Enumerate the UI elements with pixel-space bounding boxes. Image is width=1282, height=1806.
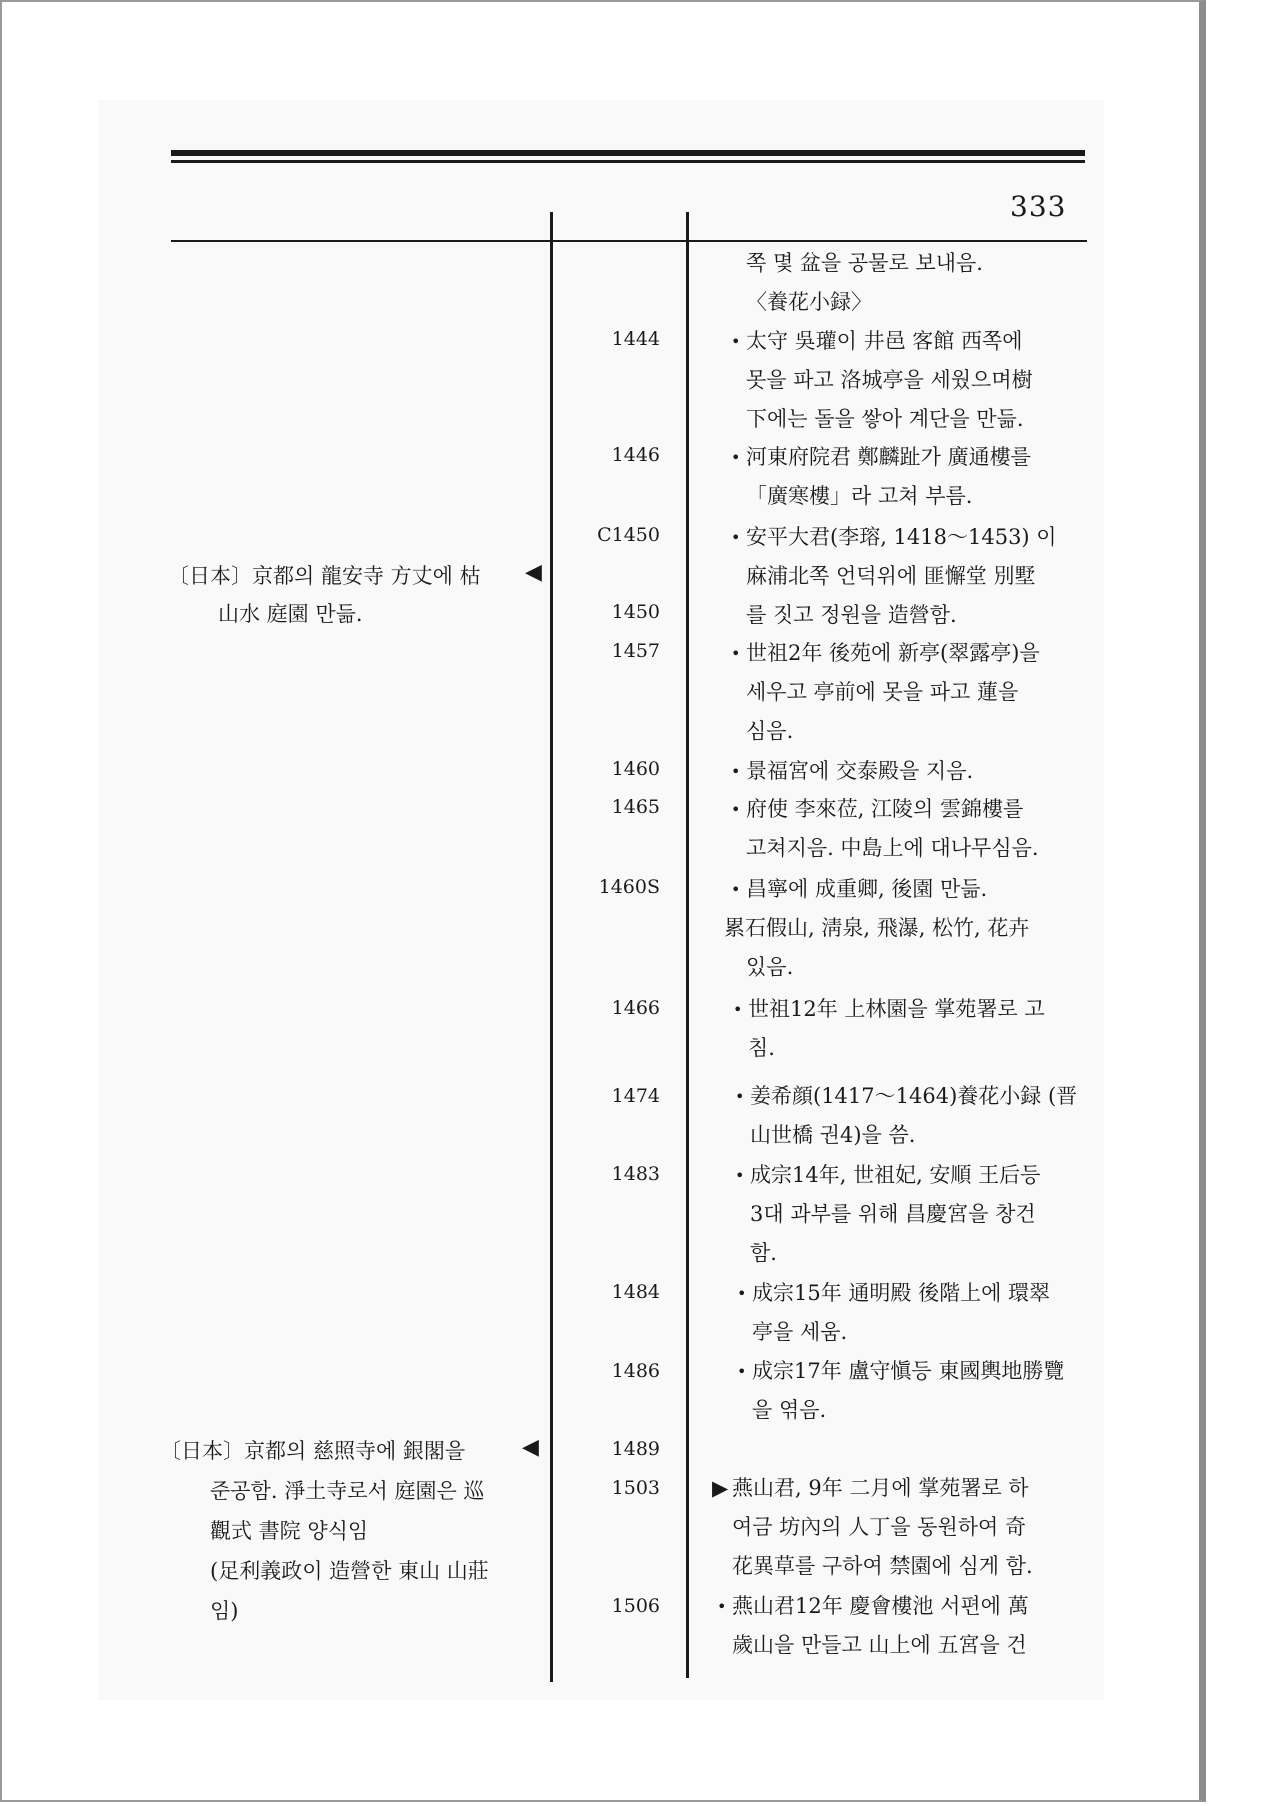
entry-line: 姜希顔(1417～1464)養花小録 (晋 — [750, 1084, 1078, 1108]
left-entry-line: 임) — [210, 1599, 239, 1623]
entry-line: 燕山君, 9年 二月에 掌苑署로 하 — [732, 1476, 1029, 1500]
year-label: 1460S — [598, 876, 660, 898]
entry-line: 燕山君12年 慶會樓池 서편에 萬 — [732, 1594, 1029, 1618]
header-rule-thick — [171, 150, 1085, 156]
timeline-entry — [712, 1469, 1107, 1586]
page-number: 333 — [1010, 190, 1067, 223]
entry-line: 심음. — [746, 719, 794, 743]
left-entry-line: 〔日本〕京都의 慈照寺에 銀閣을 — [160, 1439, 466, 1463]
entry-line: 세우고 亭前에 못을 파고 蓮을 — [746, 680, 1019, 704]
entry-line: 를 짓고 정원을 造營함. — [746, 603, 957, 627]
bullet-marker: • — [733, 1000, 743, 1019]
timeline-entry — [731, 634, 1121, 751]
timeline-entry — [731, 752, 1121, 791]
year-label: 1483 — [611, 1163, 660, 1185]
bullet-marker: • — [731, 528, 741, 547]
entry-line: 을 엮음. — [752, 1398, 827, 1422]
header-rule-thin — [171, 160, 1085, 163]
bullet-marker: • — [731, 644, 741, 663]
entry-line: 쪽 몇 盆을 공물로 보내음. — [746, 251, 983, 275]
entry-line: 〈養花小録〉 — [746, 290, 872, 314]
header-rule-bottom — [171, 240, 1087, 242]
timeline-entry — [735, 1156, 1125, 1273]
left-arrow-marker: ◀ — [522, 1435, 539, 1460]
entry-line: 침. — [748, 1036, 775, 1060]
column-rule-left — [550, 212, 553, 1682]
entry-line: 昌寧에 成重卿, 後園 만듦. — [746, 877, 988, 901]
year-label: 1503 — [611, 1477, 660, 1499]
entry-line: 下에는 돌을 쌓아 계단을 만듦. — [746, 407, 1024, 431]
year-label: 1466 — [611, 997, 660, 1019]
entry-line: 累石假山, 淸泉, 飛瀑, 松竹, 花卉 — [724, 916, 1030, 940]
timeline-entry — [733, 990, 1123, 1068]
bullet-marker: • — [731, 762, 741, 781]
bullet-marker: • — [731, 448, 741, 467]
timeline-entry — [731, 322, 1121, 439]
year-label: C1450 — [597, 524, 660, 546]
entry-line: 景福宮에 交泰殿을 지음. — [746, 759, 974, 783]
bullet-marker: • — [731, 880, 741, 899]
bullet-marker: • — [717, 1597, 727, 1616]
year-label: 1506 — [611, 1595, 660, 1617]
entry-line: 못을 파고 洛城亭을 세웠으며樹 — [746, 368, 1033, 392]
year-label: 1444 — [611, 328, 660, 350]
year-label: 1484 — [611, 1281, 660, 1303]
entry-line: 麻浦北쪽 언덕위에 匪懈堂 別墅 — [746, 564, 1036, 588]
left-entry-line: 觀式 書院 양식임 — [210, 1519, 369, 1543]
timeline-entry — [731, 438, 1121, 516]
year-label: 1465 — [611, 796, 660, 818]
entry-line: 함. — [750, 1241, 777, 1265]
column-rule-right — [686, 212, 689, 1678]
bullet-marker: • — [735, 1087, 745, 1106]
bullet-marker: • — [731, 332, 741, 351]
year-label: 1457 — [611, 640, 660, 662]
timeline-entry — [717, 1587, 1107, 1665]
arrow-right-marker: ▶ — [712, 1476, 729, 1500]
entry-line: 成宗17年 盧守愼등 東國輿地勝覽 — [752, 1359, 1065, 1383]
entry-line: 3대 과부를 위해 昌慶宮을 창건 — [750, 1202, 1036, 1226]
bullet-marker: • — [737, 1284, 747, 1303]
entry-line: 亭을 세움. — [752, 1320, 848, 1344]
entry-line: 花異草를 구하여 禁園에 심게 함. — [732, 1554, 1033, 1578]
entry-line: 歲山을 만들고 山上에 五宮을 건 — [732, 1633, 1027, 1657]
entry-line: 고쳐지음. 中島上에 대나무심음. — [746, 836, 1039, 860]
left-entry-line: 〔日本〕京都의 龍安寺 方丈에 枯 — [168, 564, 481, 588]
timeline-entry — [735, 1077, 1125, 1155]
left-entry-line: (足利義政이 造營한 東山 山莊 — [210, 1559, 489, 1583]
timeline-entry — [737, 1274, 1127, 1352]
entry-line: 太守 吳瓘이 井邑 客館 西쪽에 — [746, 329, 1023, 353]
left-arrow-marker: ◀ — [525, 560, 542, 585]
left-entry-line: 山水 庭園 만듦. — [218, 602, 363, 626]
year-label: 1450 — [611, 601, 660, 623]
entry-line: 河東府院君 鄭麟趾가 廣通樓를 — [746, 445, 1031, 469]
entry-line: 山世橋 권4)을 씀. — [750, 1123, 916, 1147]
entry-line: 安平大君(李瑢, 1418～1453) 이 — [746, 525, 1057, 549]
entry-line: 있음. — [746, 955, 794, 979]
timeline-entry — [731, 790, 1121, 868]
timeline-entry — [724, 870, 1121, 987]
entry-line: 世祖2年 後苑에 新亭(翠露亭)을 — [746, 641, 1040, 665]
bullet-marker: • — [731, 800, 741, 819]
year-label: 1460 — [611, 758, 660, 780]
year-label: 1486 — [611, 1360, 660, 1382]
year-label: 1474 — [611, 1085, 660, 1107]
entry-line: 成宗14年, 世祖妃, 安順 王后등 — [750, 1163, 1041, 1187]
entry-line: 成宗15年 通明殿 後階上에 環翠 — [752, 1281, 1051, 1305]
entry-line: 世祖12年 上林園을 掌苑署로 고 — [748, 997, 1045, 1021]
bullet-marker: • — [735, 1166, 745, 1185]
timeline-entry — [746, 244, 1121, 322]
year-label: 1446 — [611, 444, 660, 466]
timeline-entry — [731, 518, 1121, 635]
timeline-entry — [737, 1352, 1127, 1430]
entry-line: 「廣寒樓」라 고쳐 부름. — [746, 484, 973, 508]
entry-line: 府使 李來莅, 江陵의 雲錦樓를 — [746, 797, 1024, 821]
left-entry-line: 준공함. 淨土寺로서 庭園은 巡 — [210, 1479, 485, 1503]
entry-line: 여금 坊內의 人丁을 동원하여 奇 — [732, 1515, 1026, 1539]
bullet-marker: • — [737, 1362, 747, 1381]
year-label: 1489 — [611, 1438, 660, 1460]
